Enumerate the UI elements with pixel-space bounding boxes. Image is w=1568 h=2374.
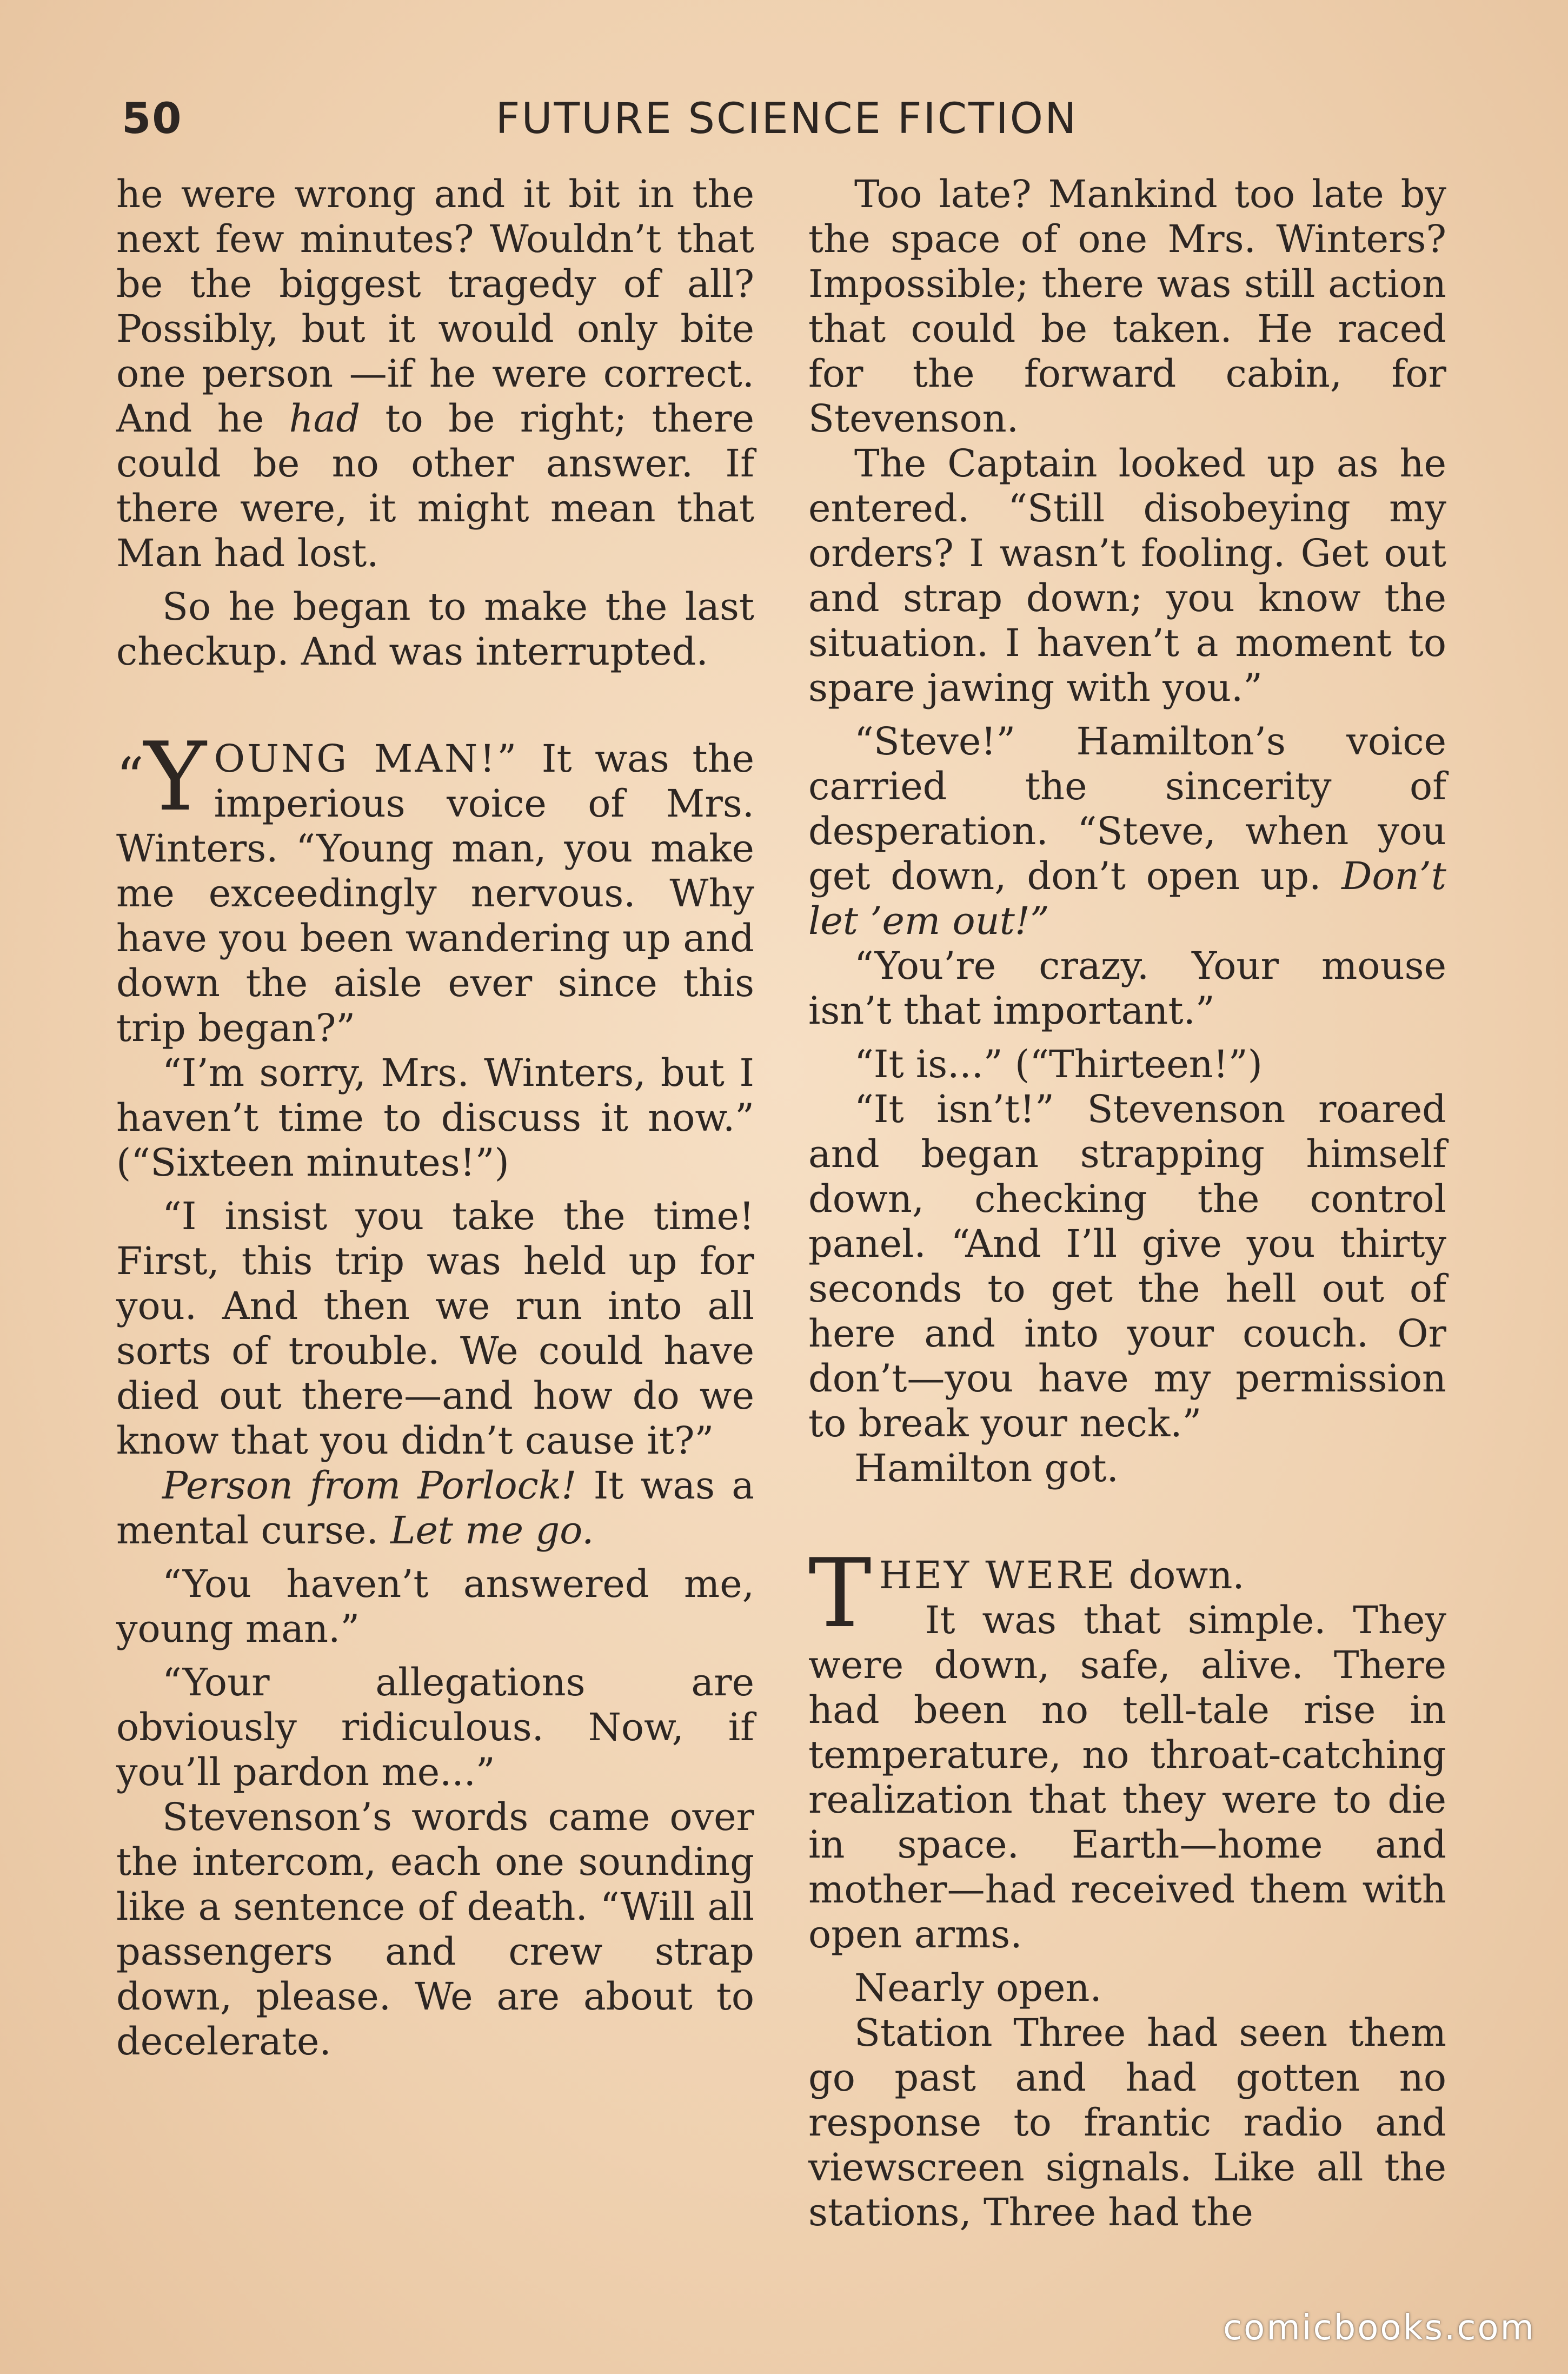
opening-quote: “ [116,746,144,809]
paragraph: “You haven’t answered me, young man.” [116,1562,754,1651]
paragraph: “It isn’t!” Stevenson roared and began strapping himself down, checking the control panel. “And I’ll give you thirty seconds to get the hell out of here and into your couch. Or don’t—you have my permission to break your neck.” [808,1087,1446,1445]
paragraph: The Captain looked up as he entered. “Still disobeying my orders? I wasn’t fooling. Get out and strap down; you know the situation. I haven’t a moment to spare jawing with you.” [808,441,1446,710]
paragraph: “Steve!” Hamilton’s voice carried the sincerity of desperation. “Steve, when you get down, don’t open up. Don’t let ’em out!” [808,719,1446,943]
paragraph: Too late? Mankind too late by the space of one Mrs. Winters? Impossible; there was still action that could be taken. He raced for the forward cabin, for Stevenson. [808,172,1446,441]
paragraph: “Your allegations are obviously ridiculous. Now, if you’ll pardon me...” [116,1660,754,1794]
paragraph: he were wrong and it bit in the next few minutes? Wouldn’t that be the biggest tragedy of all? Possibly, but it would only bite one person —if he were correct. And he had to be right; there could be no other answer. If there were, it might mean that Man had lost. [116,172,754,575]
paragraph: Hamilton got. [854,1446,1119,1490]
left-column [116,172,754,2064]
right-column [808,172,1446,2235]
drop-cap: T [808,1539,872,1649]
section-start-paragraph: “ Y OUNG MAN!” It was the imperious voice of Mrs. Winters. “Young man, you make me exceedingly nervous. Why have you been wandering up and down the aisle ever since this trip began?” [116,722,754,1050]
paragraph: Person from Porlock! It was a mental curse. Let me go. [116,1463,754,1553]
section-start-paragraph: THEY WERE down. [808,1539,1245,1649]
paragraph: Nearly open. [854,1966,1102,2010]
paragraph: “You’re crazy. Your mouse isn’t that important.” [808,944,1446,1033]
page-number: 50 [122,95,183,143]
paragraph: “I’m sorry, Mrs. Winters, but I haven’t time to discuss it now.” (“Sixteen minutes!”) [116,1051,754,1185]
paragraph: Stevenson’s words came over the intercom, each one sounding like a sentence of death. “Will all passengers and crew strap down, please. We are about to decelerate. [116,1795,754,2064]
paragraph: Station Three had seen them go past and had gotten no response to frantic radio and viewscreen signals. Like all the stations, Three had the [808,2011,1446,2234]
paragraph: It was that simple. They were down, safe, alive. There had been no tell-tale rise in temperature, no throat-catching realization that they were to die in space. Earth—home and mother—had received them with open arms. [808,1598,1446,1957]
paragraph: “I insist you take the time! First, this trip was held up for you. And then we run into all sorts of trouble. We could have died out there—and how do we know that you didn’t cause it?” [116,1194,754,1463]
paragraph: “It is...” (“Thirteen!”) [854,1042,1263,1086]
paragraph: So he began to make the last checkup. And was interrupted. [116,585,754,674]
running-title: FUTURE SCIENCE FICTION [495,95,1078,143]
page-header [122,95,1452,154]
drop-cap: Y [144,722,207,832]
site-watermark: comicbooks.com [1222,2308,1536,2348]
